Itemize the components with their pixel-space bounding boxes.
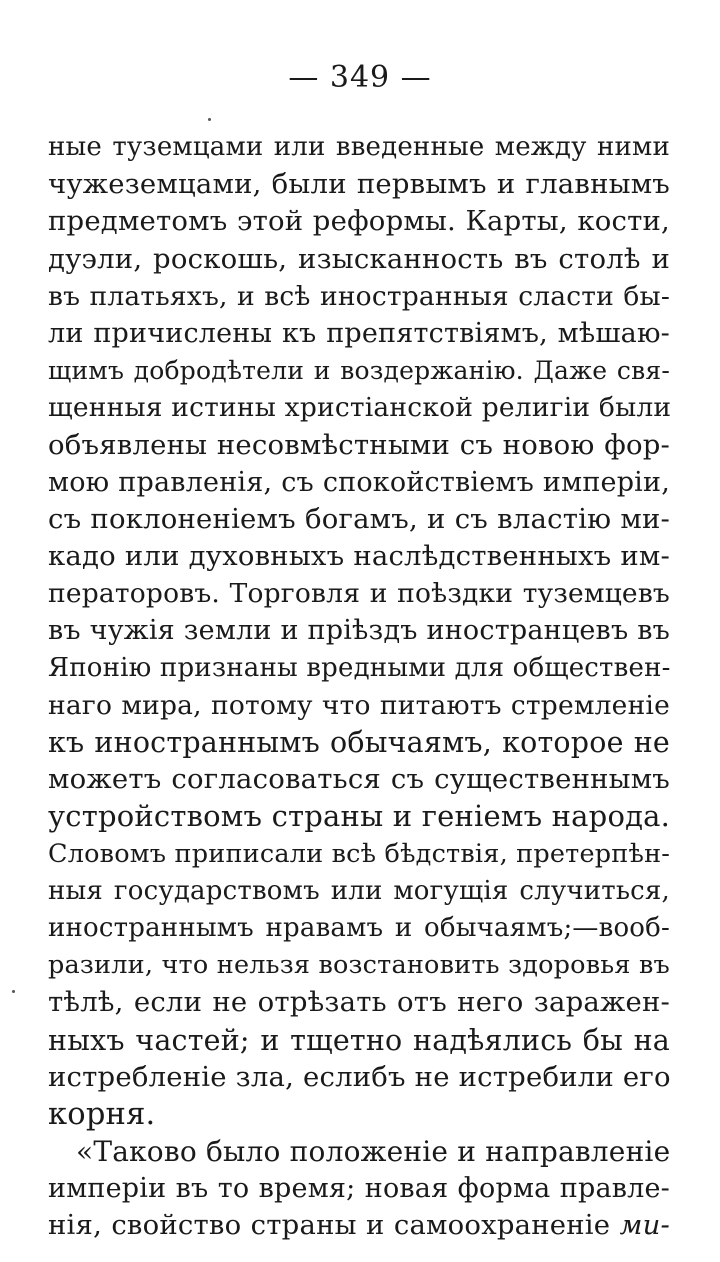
- text-line: въ чужія земли и пріѣздъ иностранцевъ въ: [48, 615, 670, 647]
- text-line: щенныя истины христіанской религіи были: [48, 392, 672, 424]
- text-line: иностраннымъ нравамъ и обычаямъ;—вооб-: [48, 912, 670, 943]
- text-line: имперіи въ то время; новая форма правле-: [48, 1173, 670, 1205]
- text-line: съ поклоненіемъ богамъ, и съ властію ми-: [48, 502, 670, 535]
- text-line: ные туземцами или введенные между ними: [48, 132, 670, 162]
- page-number: — 349 —: [288, 60, 432, 95]
- ink-speck-top: [208, 118, 211, 121]
- text-line: Словомъ приписали всѣ бѣдствія, претерпѣн-: [48, 838, 671, 869]
- text-line: къ иностраннымъ обычаямъ, которое не: [48, 726, 670, 759]
- paragraph-1: [48, 129, 670, 1133]
- text-line: ныя государствомъ или могущія случиться,: [48, 875, 670, 906]
- text-line-main: нія, свойство страны и самоохраненіе: [48, 1209, 611, 1242]
- text-line: наго мира, потому что питаютъ стремленіе: [48, 689, 670, 721]
- text-line: ператоровъ. Торговля и поѣздки туземцевъ: [48, 578, 670, 610]
- text-line: ли причислены къ препятствіямъ, мѣшаю-: [48, 317, 670, 349]
- text-line: дуэли, роскошь, изысканность въ столѣ и: [48, 242, 670, 275]
- text-line: объявлены несовмѣстными съ новою фор-: [48, 428, 670, 461]
- text-line-with-italic: [48, 1207, 670, 1244]
- text-line: кадо или духовныхъ наслѣдственныхъ им-: [48, 540, 670, 573]
- text-line: въ платьяхъ, и всѣ иностранныя сласти бы-: [48, 280, 670, 312]
- text-line: предметомъ этой реформы. Карты, кости,: [48, 205, 670, 238]
- paragraph-2: [48, 1133, 670, 1245]
- text-line: щимъ добродѣтели и воздержанію. Даже свя-: [48, 356, 670, 386]
- text-line: устройствомъ страны и геніемъ народа.: [48, 799, 671, 834]
- text-line: Японію признаны вредными для обществен-: [48, 652, 671, 683]
- text-line: разили, что нельзя возстановить здоровья въ: [48, 950, 670, 981]
- text-line: можетъ согласоваться съ существеннымъ: [48, 763, 670, 796]
- text-line: истребленіе зла, еслибъ не истребили его: [48, 1060, 671, 1093]
- body-text: [48, 129, 670, 1245]
- text-line: ныхъ частей; и тщетно надѣялись бы на: [48, 1023, 670, 1057]
- text-line: тѣлѣ, если не отрѣзать отъ него заражен-: [48, 986, 670, 1019]
- italic-word: ми-: [619, 1209, 670, 1242]
- text-line: «Таково было положеніе и направленіе: [76, 1135, 671, 1169]
- ink-speck-left: [12, 990, 15, 993]
- text-line: мою правленія, съ спокойствіемъ имперіи,: [48, 466, 670, 498]
- text-line: корня.: [48, 1096, 156, 1132]
- text-line: чужеземцами, были первымъ и главнымъ: [48, 168, 670, 201]
